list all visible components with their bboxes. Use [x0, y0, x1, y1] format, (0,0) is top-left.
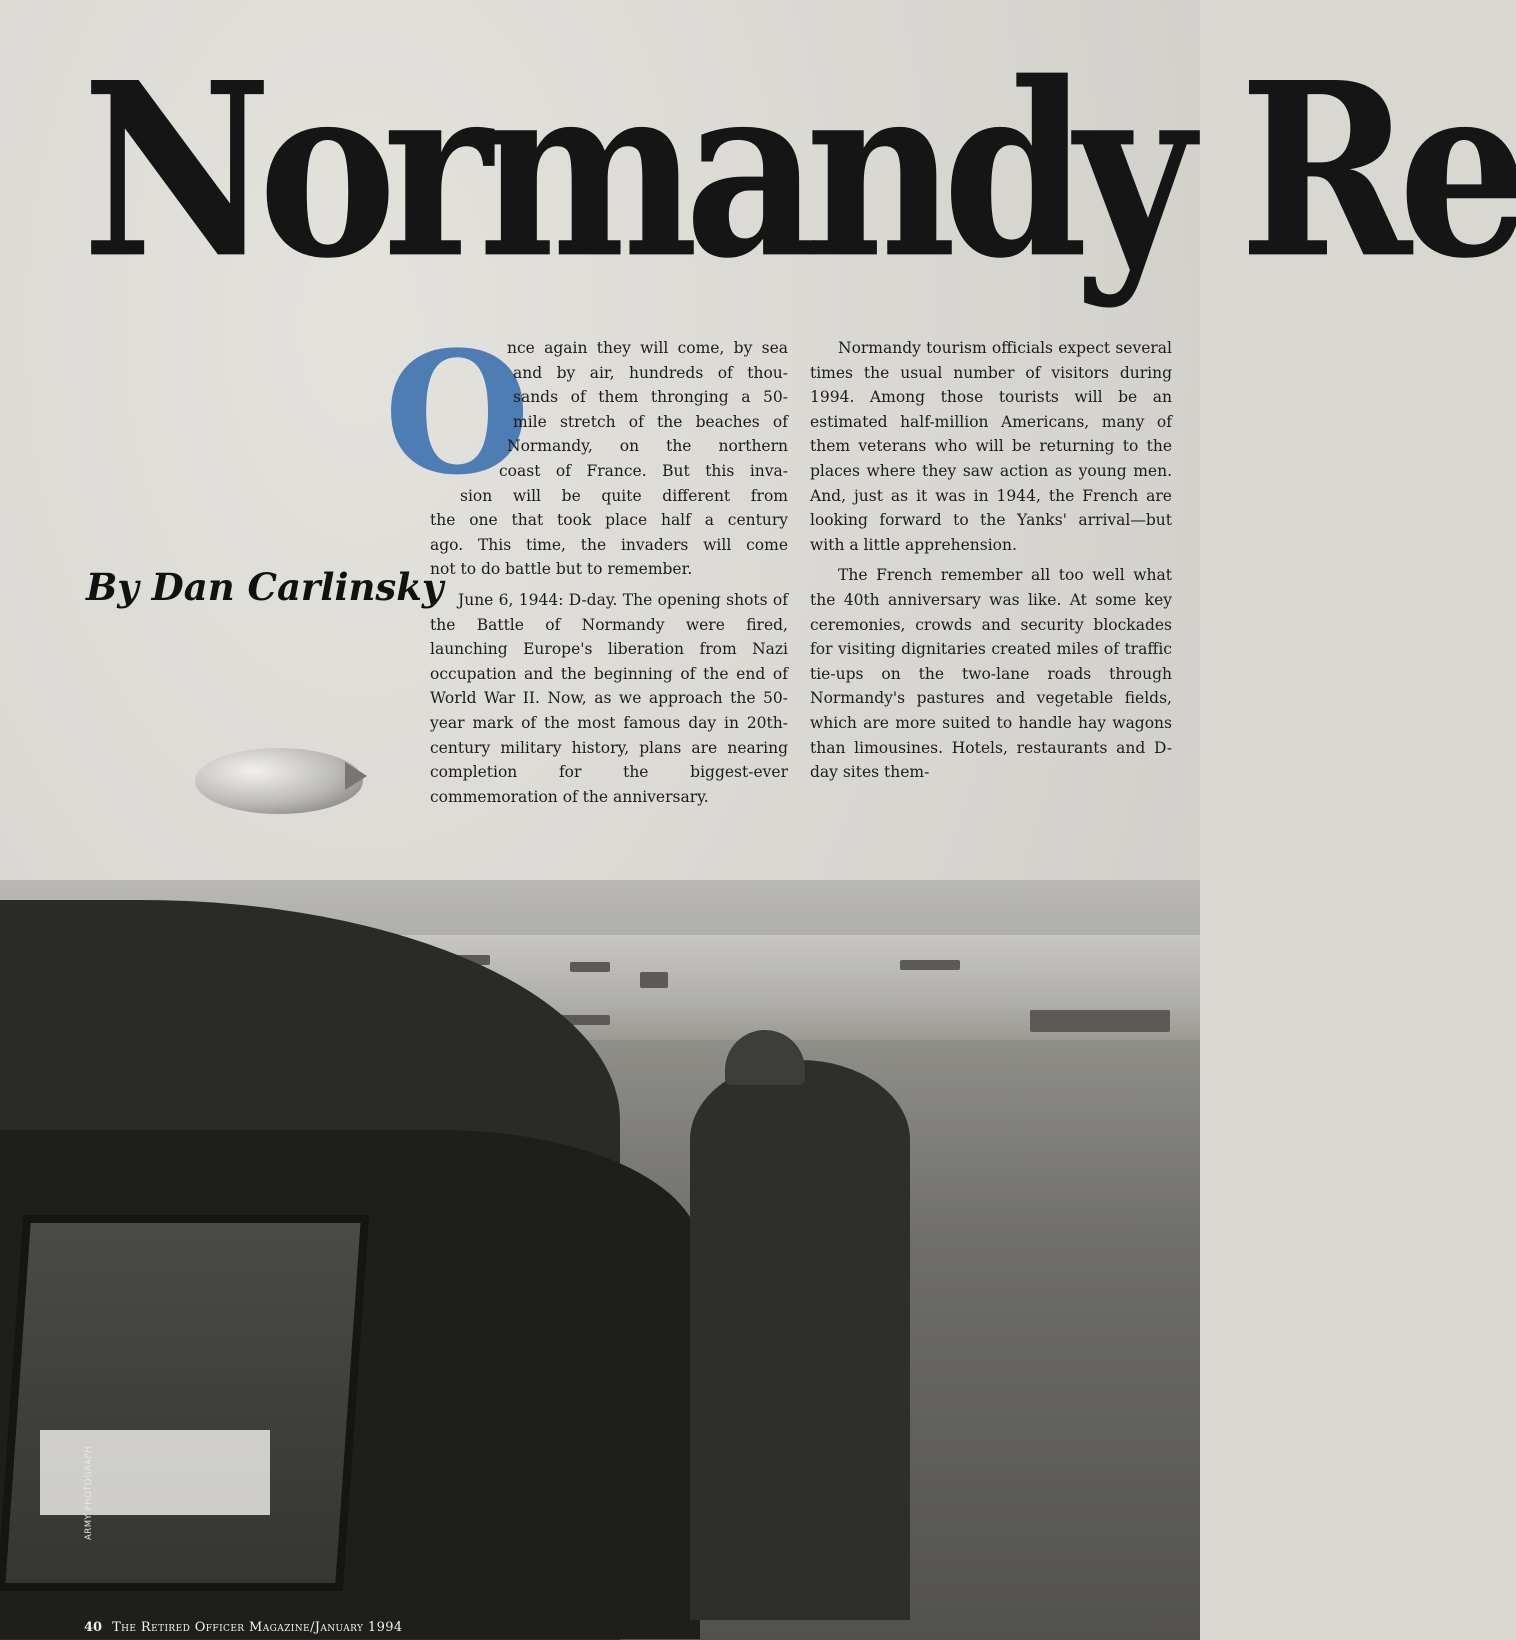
barrage-balloon-fin [345, 762, 367, 790]
headline: Normandy Re [82, 31, 1516, 312]
article-column-2 [810, 336, 1172, 785]
text-line: sands of them thronging a 50- [513, 388, 788, 407]
photo-ship [570, 962, 610, 972]
photo-ship [640, 972, 668, 988]
text-line: mile stretch of the beaches of [513, 412, 788, 431]
article-column-1 [430, 336, 788, 809]
text-line: not to do battle but to remember. [430, 560, 693, 579]
paragraph: Normandy tourism officials expect several times the usual number of visitors during 1994. Among those tourists will be an estimated half-million Americans, many of them veterans who will be returning to the places where they saw action as young men. And, just as it was in 1944, the French are looking forward to the Yanks' arrival—but with a little apprehension. [810, 339, 1172, 554]
photo-windshield-glare [40, 1430, 270, 1515]
photo-soldier [690, 1060, 910, 1620]
opening-paragraph [430, 336, 788, 582]
text-line: ago. This time, the invaders will come [430, 535, 788, 554]
page-footer [84, 1620, 403, 1635]
text-line: coast of France. But this inva- [499, 461, 788, 480]
photo-ship [900, 960, 960, 970]
photo-credit: ARMY PHOTOGRAPH [84, 1445, 94, 1540]
barrage-balloon [195, 748, 363, 814]
text-line: sion will be quite different from [460, 486, 788, 505]
text-line: Normandy, on the northern [507, 437, 788, 456]
magazine-line: The Retired Officer Magazine/January 1994 [112, 1620, 403, 1635]
drop-cap: O [384, 314, 531, 512]
byline: By Dan Carlinsky [86, 565, 444, 609]
page-number: 40 [84, 1620, 103, 1635]
text-line: and by air, hundreds of thou- [513, 363, 788, 382]
text-line: nce again they will come, by sea [507, 339, 788, 357]
paragraph: June 6, 1944: D-day. The opening shots of the Battle of Normandy were fired, launching Europe's liberation from Nazi occupation and the beginning of the end of World War II. Now, as we approach the 50-year mark of the most famous day in 20th-century military history, plans are nearing completion for the biggest-ever commemoration of the anniversary. [430, 590, 788, 806]
photo-ship [1030, 1010, 1170, 1032]
paragraph: The French remember all too well what the 40th anniversary was like. At some key ceremonies, crowds and security blockades for visiting dignitaries created miles of traffic tie-ups on the two-lane roads through Normandy's pastures and vegetable fields, which are more suited to handle hay wagons than limousines. Hotels, restaurants and D-day sites them- [810, 566, 1172, 782]
text-line: the one that took place half a century [430, 511, 788, 530]
photo-windshield [0, 1215, 369, 1591]
